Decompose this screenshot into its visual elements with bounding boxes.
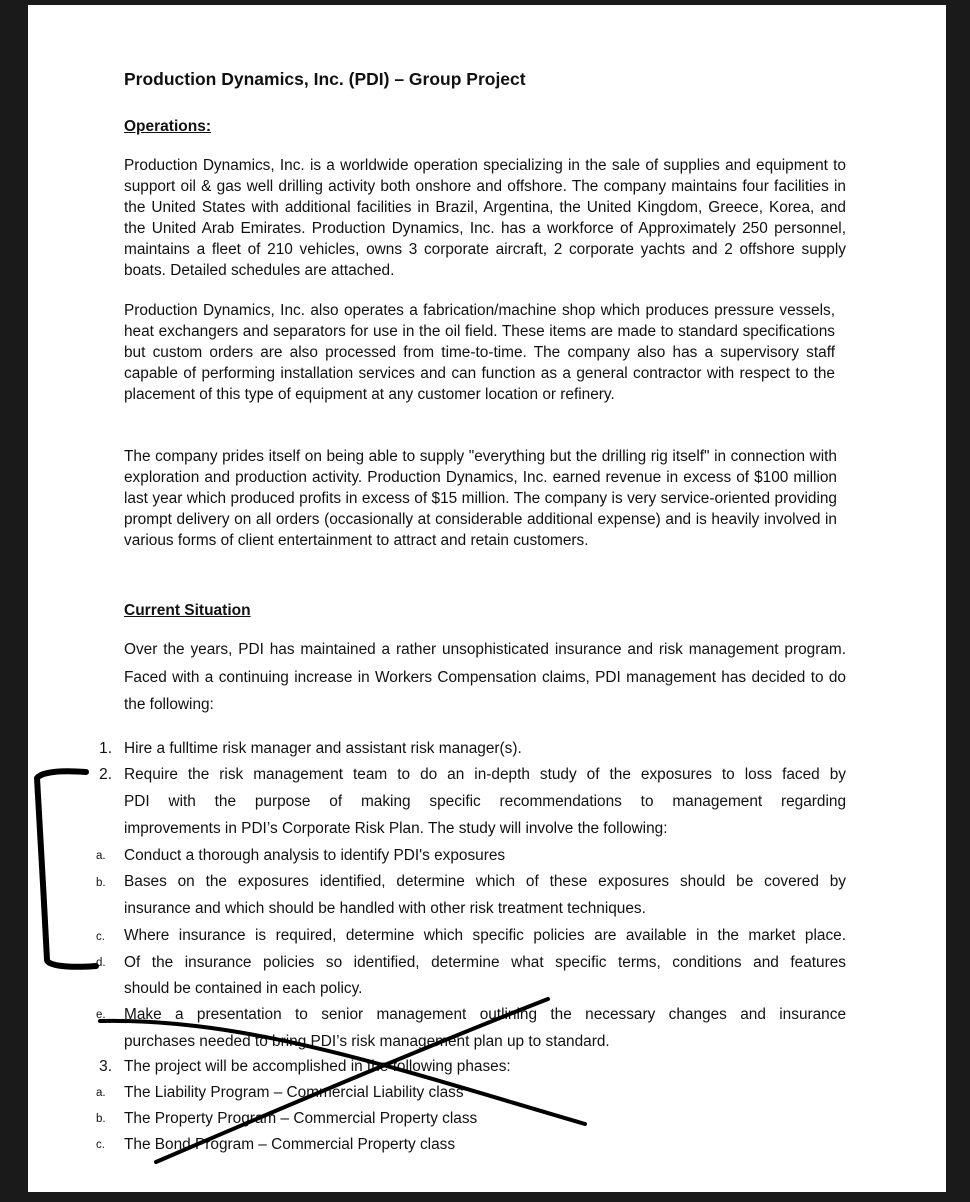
operations-paragraph-1: Production Dynamics, Inc. is a worldwide operation specializing in the sale of supplies and equipment to support oil & gas well drilling activity both onshore and offshore. The company maintains four facilities in the United States with additional facilities in Brazil, Argentina, the United Kingdom, Greece, Korea, and the United Arab Emirates. Production Dynamics, Inc. has a workforce of Approximately 250 personnel, maintains a fleet of 210 vehicles, owns 3 corporate aircraft, 2 corporate yachts and 2 offshore supply boats. Detailed schedules are attached.: [124, 157, 846, 279]
phase-c: The Bond Program – Commercial Property class: [124, 1136, 456, 1153]
document-title: Production Dynamics, Inc. (PDI) – Group Project: [124, 69, 526, 89]
sub-item-c: Where insurance is required, determine which specific policies are available in the market place.: [124, 927, 846, 944]
list-item-2-line-2: PDI with the purpose of making specific recommendations to management regarding: [124, 793, 846, 810]
sub-item-b-line-2: insurance and which should be handled with other risk treatment techniques.: [124, 900, 646, 917]
sub-item-d-line-2: should be contained in each policy.: [124, 980, 363, 997]
phase-letter-b: b.: [96, 1113, 106, 1125]
list-number-2: 2.: [99, 766, 112, 783]
sub-letter-c: c.: [96, 931, 105, 943]
sub-item-e-line-1: Make a presentation to senior management outlining the necessary changes and insurance: [124, 1006, 846, 1023]
list-item-3: The project will be accomplished in the following phases:: [124, 1058, 511, 1075]
sub-letter-d: d.: [96, 957, 106, 969]
list-number-1: 1.: [99, 740, 112, 757]
operations-paragraph-3: The company prides itself on being able to supply "everything but the drilling rig itself" in connection with exploration and production activity. Production Dynamics, Inc. earned revenue in excess of $100 million last year which produced profits in excess of $15 million. The company is very service-oriented providing prompt delivery on all orders (occasionally at considerable additional expense) and is heavily involved in various forms of client entertainment to attract and retain customers.: [124, 448, 837, 549]
sub-item-e-line-2: purchases needed to bring PDI’s risk management plan up to standard.: [124, 1033, 610, 1050]
phase-a: The Liability Program – Commercial Liability class: [124, 1084, 464, 1101]
list-item-2-line-3: improvements in PDI’s Corporate Risk Plan. The study will involve the following:: [124, 820, 668, 837]
operations-heading: Operations:: [124, 118, 211, 135]
sub-letter-e: e.: [96, 1009, 106, 1021]
sub-item-d-line-1: Of the insurance policies so identified, determine what specific terms, conditions and features: [124, 954, 846, 971]
sub-letter-b: b.: [96, 877, 106, 889]
phase-letter-c: c.: [96, 1139, 105, 1151]
situation-paragraph: Over the years, PDI has maintained a rather unsophisticated insurance and risk management program. Faced with a continuing increase in Workers Compensation claims, PDI management has decided to do the following:: [124, 641, 846, 713]
list-item-2-line-1: Require the risk management team to do an in-depth study of the exposures to loss faced by: [124, 766, 846, 783]
list-number-3: 3.: [99, 1058, 112, 1075]
phase-b: The Property Program – Commercial Property class: [124, 1110, 478, 1127]
sub-letter-a: a.: [96, 850, 106, 862]
phase-letter-a: a.: [96, 1087, 106, 1099]
operations-paragraph-2: Production Dynamics, Inc. also operates a fabrication/machine shop which produces pressure vessels, heat exchangers and separators for use in the oil field. These items are made to standard specifications but custom orders are also processed from time-to-time. The company also has a supervisory staff capable of performing installation services and can function as a general contractor with respect to the placement of this type of equipment at any customer location or refinery.: [124, 302, 835, 403]
document-page: [28, 5, 946, 1192]
sub-item-a: Conduct a thorough analysis to identify PDI's exposures: [124, 847, 506, 864]
sub-item-b-line-1: Bases on the exposures identified, determine which of these exposures should be covered by: [124, 873, 846, 890]
current-situation-heading: Current Situation: [124, 602, 251, 619]
list-item-1: Hire a fulltime risk manager and assistant risk manager(s).: [124, 740, 522, 757]
